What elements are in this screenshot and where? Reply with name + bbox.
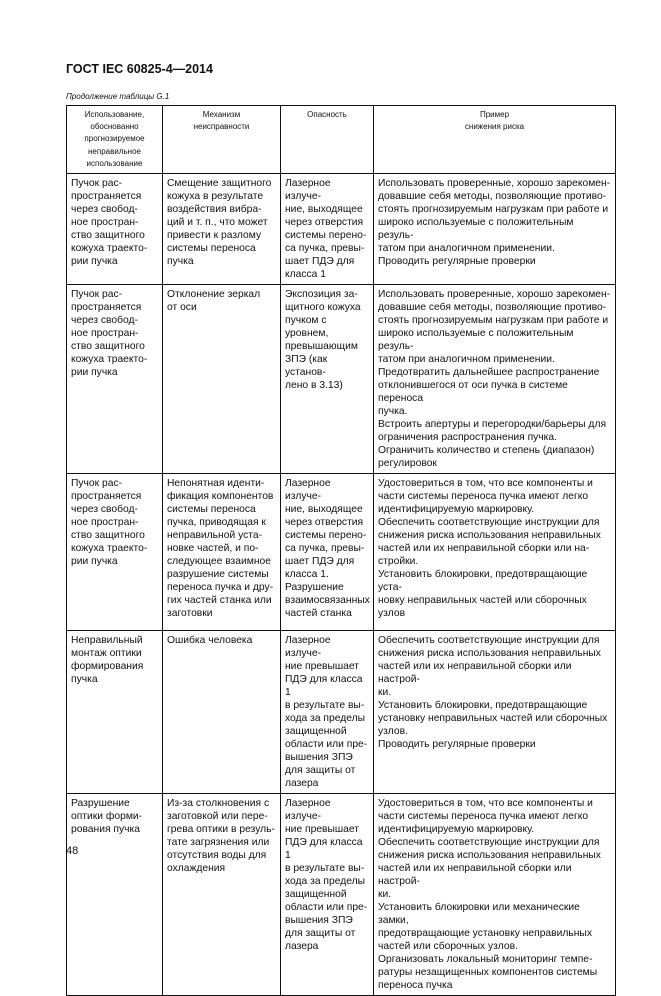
table-cell: Использовать проверенные, хорошо зарекомен- довавшие себя методы, позволяющие противо- стоять прогнозируемым нагрузкам при работе и широко используемые с положительным резуль- татом при аналогичном применении. Проводить регулярные проверки (374, 174, 616, 285)
column-header: Пример снижения риска (374, 106, 616, 174)
table-cell: Пучок рас- пространяется через свобод- ное простран- ство защитного кожуха траекто- рии пучка (67, 474, 163, 631)
page-number: 48 (66, 845, 79, 857)
table-cell: Ошибка человека (163, 631, 281, 794)
table-caption: Продолжение таблицы G.1 (66, 92, 170, 101)
table-cell: Из-за столкновения с заготовкой или пере- грева оптики в резуль- тате загрязнения или отсутствия воды для охлаждения (163, 794, 281, 996)
table-cell: Лазерное излуче- ние превышает ПДЭ для класса 1 в результате вы- хода за пределы защищенной области или пре- вышения ЗПЭ для защиты от лазера (281, 794, 374, 996)
table-cell: Лазерное излуче- ние превышает ПДЭ для класса 1 в результате вы- хода за пределы защищенной области или пре- вышения ЗПЭ для защиты от лазера (281, 631, 374, 794)
table-cell: Пучок рас- пространяется через свобод- ное простран- ство защитного кожуха траекто- рии пучка (67, 174, 163, 285)
table-cell: Удостовериться в том, что все компоненты и части системы переноса пучка имеют легко идентифицируемую маркировку. Обеспечить соответствующие инструкции для снижения риска использования неправильных частей или их неправильной сборки или на- стройки. Установить блокировки, предотвращающие уста- новку неправильных частей или сборочных узлов (374, 474, 616, 631)
table-row (67, 285, 616, 474)
table-cell: Удостовериться в том, что все компоненты и части системы переноса пучка имеют легко идентифицируемую маркировку. Обеспечить соответствующие инструкции для снижения риска использования неправильных частей или их неправильной сборки или настрой- ки. Установить блокировки или механические замки, предотвращающие установку неправильных частей или сборочных узлов. Организовать локальный мониторинг темпе- ратуры незащищенных компонентов системы переноса пучка (374, 794, 616, 996)
column-header: Опасность (281, 106, 374, 174)
document-title: ГОСТ IEC 60825-4—2014 (66, 62, 213, 76)
column-header: Использование, обоснованно прогнозируемое неправильное использование (67, 106, 163, 174)
table-cell: Использовать проверенные, хорошо зарекомен- довавшие себя методы, позволяющие противо- стоять прогнозируемым нагрузкам при работе и широко используемые с положительным резуль- татом при аналогичном применении. Предотвратить дальнейшее распространение отклонившегося от оси пучка в системе переноса пучка. Встроить апертуры и перегородки/барьеры для ограничения распространения пучка. Ограничить количество и степень (диапазон) регулировок (374, 285, 616, 474)
table-cell: Обеспечить соответствующие инструкции для снижения риска использования неправильных частей или их неправильной сборки или настрой- ки. Установить блокировки, предотвращающие установку неправильных частей или сборочных узлов. Проводить регулярные проверки (374, 631, 616, 794)
table-cell: Пучок рас- пространяется через свобод- ное простран- ство защитного кожуха траекто- рии пучка (67, 285, 163, 474)
table-row (67, 474, 616, 631)
column-header: Механизм неисправности (163, 106, 281, 174)
table-header-row (67, 106, 616, 174)
table-cell: Лазерное излуче- ние, выходящее через отверстия системы перено- са пучка, превы- шает ПДЭ для класса 1 (281, 174, 374, 285)
table-cell: Смещение защитного кожуха в результате воздействия вибра- ций и т. п., что может привести к разлому системы переноса пучка (163, 174, 281, 285)
table-cell: Непонятная иденти- фикация компонентов системы переноса пучка, приводящая к неправильной уста- новке частей, и по- следующее взаимное разрушение системы переноса пучка и дру- гих частей станка или заготовки (163, 474, 281, 631)
risk-table (66, 105, 616, 996)
table-row (67, 631, 616, 794)
table-cell: Отклонение зеркал от оси (163, 285, 281, 474)
table-row (67, 174, 616, 285)
table-cell: Разрушение оптики форми- рования пучка (67, 794, 163, 996)
table-row (67, 794, 616, 996)
table-cell: Лазерное излуче- ние, выходящее через отверстия системы перено- са пучка, превы- шает ПДЭ для класса 1. Разрушение взаимосвязанных частей станка (281, 474, 374, 631)
table-cell: Неправильный монтаж оптики формирования пучка (67, 631, 163, 794)
table-cell: Экспозиция за- щитного кожуха пучком с уровнем, превышающим ЗПЭ (как установ- лено в 3.13) (281, 285, 374, 474)
